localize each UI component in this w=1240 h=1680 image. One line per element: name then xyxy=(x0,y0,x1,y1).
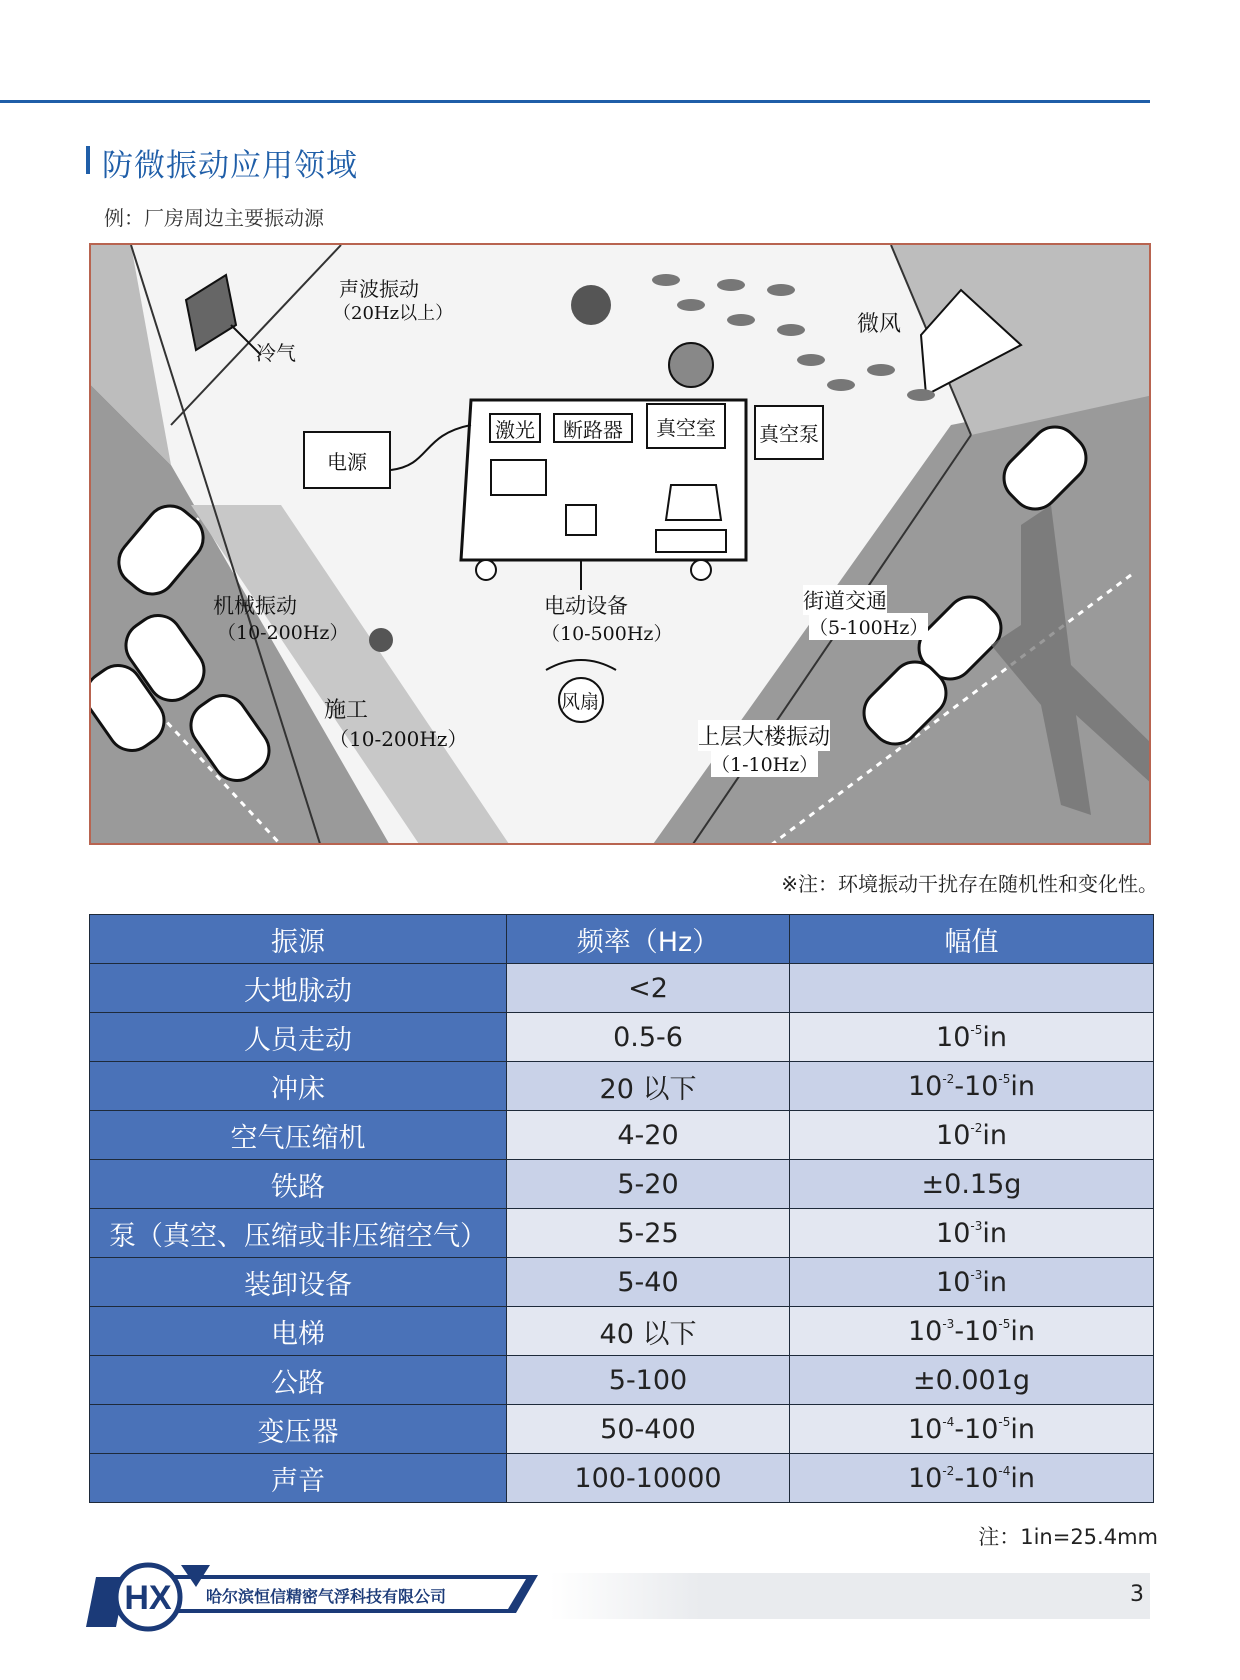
label-construction: 施工 xyxy=(324,698,369,723)
amplitude-base: 10 xyxy=(907,1070,943,1102)
box-vacuum-pump: 真空泵 xyxy=(754,405,824,460)
table-row xyxy=(90,1405,1154,1454)
amplitude-upper-base: -10 xyxy=(954,1315,999,1347)
cell-source: 冲床 xyxy=(90,1062,507,1111)
amplitude-base: 10 xyxy=(907,1315,943,1347)
amplitude-unit: in xyxy=(982,1217,1007,1249)
amplitude-base: 10 xyxy=(907,1413,943,1445)
cell-amplitude xyxy=(790,964,1154,1013)
diagram-caption: 例：厂房周边主要振动源 xyxy=(104,206,324,230)
box-power: 电源 xyxy=(303,431,391,489)
vibration-source-diagram xyxy=(89,243,1151,845)
amplitude-base: 10 xyxy=(936,1021,971,1053)
amplitude-exponent: -3 xyxy=(970,1267,983,1282)
amplitude-exponent: -4 xyxy=(942,1414,955,1429)
table-row xyxy=(90,1356,1154,1405)
table-row xyxy=(90,1454,1154,1503)
cell-source: 声音 xyxy=(90,1454,507,1503)
person-icon xyxy=(571,285,611,325)
cell-frequency: 100-10000 xyxy=(507,1454,790,1503)
header-frequency: 频率（Hz） xyxy=(507,915,790,964)
air-conditioner-icon xyxy=(186,275,261,355)
amplitude-upper-exponent: -4 xyxy=(998,1463,1011,1478)
amplitude-exponent: -2 xyxy=(942,1463,955,1478)
amplitude-exponent: -3 xyxy=(970,1218,983,1233)
cell-source: 空气压缩机 xyxy=(90,1111,507,1160)
cell-amplitude xyxy=(790,1013,1154,1062)
cell-frequency: 40 以下 xyxy=(507,1307,790,1356)
amplitude-upper-base: -10 xyxy=(954,1413,999,1445)
header-source: 振源 xyxy=(90,915,507,964)
cell-frequency: 5-100 xyxy=(507,1356,790,1405)
amplitude-unit: in xyxy=(1010,1070,1036,1102)
amplitude-upper-exponent: -5 xyxy=(998,1414,1011,1429)
cell-source: 装卸设备 xyxy=(90,1258,507,1307)
cell-frequency: 50-400 xyxy=(507,1405,790,1454)
amplitude-base: ±0.001g xyxy=(912,1364,1031,1396)
table-row xyxy=(90,1258,1154,1307)
label-building-freq: （1-10Hz） xyxy=(711,750,818,777)
logo-text: HX xyxy=(124,1579,172,1617)
label-mechanical: 机械振动 xyxy=(213,594,297,618)
cell-source: 大地脉动 xyxy=(90,964,507,1013)
cell-amplitude xyxy=(790,1454,1154,1503)
amplitude-unit: in xyxy=(982,1021,1007,1053)
footer-band xyxy=(550,1573,1150,1619)
amplitude-unit: in xyxy=(1010,1315,1036,1347)
diagram-illustration xyxy=(91,245,1151,845)
label-electric-freq: （10-500Hz） xyxy=(541,623,673,645)
amplitude-base: 10 xyxy=(907,1462,943,1494)
amplitude-base: 10 xyxy=(936,1217,971,1249)
amplitude-exponent: -2 xyxy=(942,1071,955,1086)
cell-frequency: 5-40 xyxy=(507,1258,790,1307)
randomness-note: ※注：环境振动干扰存在随机性和变化性。 xyxy=(781,872,1158,896)
amplitude-unit: in xyxy=(1010,1413,1036,1445)
amplitude-base: ±0.15g xyxy=(921,1168,1022,1200)
amplitude-unit: in xyxy=(982,1266,1007,1298)
table-row xyxy=(90,1062,1154,1111)
cell-amplitude xyxy=(790,1356,1154,1405)
cell-amplitude xyxy=(790,1209,1154,1258)
cell-frequency: 5-25 xyxy=(507,1209,790,1258)
label-electric: 电动设备 xyxy=(544,594,628,618)
unit-note: 注：1in=25.4mm xyxy=(978,1525,1158,1549)
power-cable xyxy=(391,425,471,470)
table-header-row xyxy=(90,915,1154,964)
cell-amplitude xyxy=(790,1062,1154,1111)
label-traffic: 街道交通 xyxy=(803,585,887,615)
cell-source: 电梯 xyxy=(90,1307,507,1356)
box-vacuum-chamber: 真空室 xyxy=(646,403,726,449)
worker-icon xyxy=(369,628,393,652)
cell-source: 泵（真空、压缩或非压缩空气） xyxy=(90,1209,507,1258)
amplitude-unit: in xyxy=(982,1119,1007,1151)
cell-frequency: <2 xyxy=(507,964,790,1013)
label-construction-freq: （10-200Hz） xyxy=(329,727,468,751)
amplitude-upper-exponent: -5 xyxy=(998,1071,1011,1086)
amplitude-unit: in xyxy=(1010,1462,1036,1494)
cell-amplitude xyxy=(790,1405,1154,1454)
label-breeze: 微风 xyxy=(857,312,902,337)
label-fan: 风扇 xyxy=(561,691,600,713)
label-mechanical-freq: （10-200Hz） xyxy=(217,622,349,644)
amplitude-exponent: -5 xyxy=(970,1022,983,1037)
label-building: 上层大楼振动 xyxy=(698,720,830,751)
cell-amplitude xyxy=(790,1258,1154,1307)
amplitude-upper-exponent: -5 xyxy=(998,1316,1011,1331)
label-cold-air: 冷气 xyxy=(256,341,296,365)
cell-frequency: 0.5-6 xyxy=(507,1013,790,1062)
header-rule xyxy=(0,100,1150,103)
company-logo xyxy=(86,1557,210,1633)
box-breaker: 断路器 xyxy=(553,413,633,443)
box-laser: 激光 xyxy=(489,413,541,443)
table-row xyxy=(90,1209,1154,1258)
section-title: 防微振动应用领域 xyxy=(102,148,358,184)
table-row xyxy=(90,1111,1154,1160)
cell-source: 人员走动 xyxy=(90,1013,507,1062)
title-accent-bar xyxy=(86,146,90,174)
lab-bench xyxy=(461,343,746,590)
page-number: 3 xyxy=(1130,1582,1144,1607)
cell-amplitude xyxy=(790,1111,1154,1160)
table-row xyxy=(90,1013,1154,1062)
cell-amplitude xyxy=(790,1307,1154,1356)
table-row xyxy=(90,964,1154,1013)
table-row xyxy=(90,1160,1154,1209)
amplitude-base: 10 xyxy=(936,1119,971,1151)
amplitude-upper-base: -10 xyxy=(954,1070,999,1102)
amplitude-upper-base: -10 xyxy=(954,1462,999,1494)
cell-frequency: 5-20 xyxy=(507,1160,790,1209)
label-sound: 声波振动 xyxy=(339,277,419,301)
cell-frequency: 4-20 xyxy=(507,1111,790,1160)
cell-frequency: 20 以下 xyxy=(507,1062,790,1111)
label-traffic-freq: （5-100Hz） xyxy=(809,613,928,640)
table-row xyxy=(90,1307,1154,1356)
company-name: 哈尔滨恒信精密气浮科技有限公司 xyxy=(206,1587,447,1606)
header-amplitude: 幅值 xyxy=(790,915,1154,964)
cell-amplitude xyxy=(790,1160,1154,1209)
amplitude-base: 10 xyxy=(936,1266,971,1298)
cell-source: 变压器 xyxy=(90,1405,507,1454)
cell-source: 公路 xyxy=(90,1356,507,1405)
label-sound-freq: （20Hz以上） xyxy=(333,303,454,324)
amplitude-exponent: -3 xyxy=(942,1316,955,1331)
cell-source: 铁路 xyxy=(90,1160,507,1209)
vibration-source-table xyxy=(89,914,1154,1503)
amplitude-exponent: -2 xyxy=(970,1120,983,1135)
